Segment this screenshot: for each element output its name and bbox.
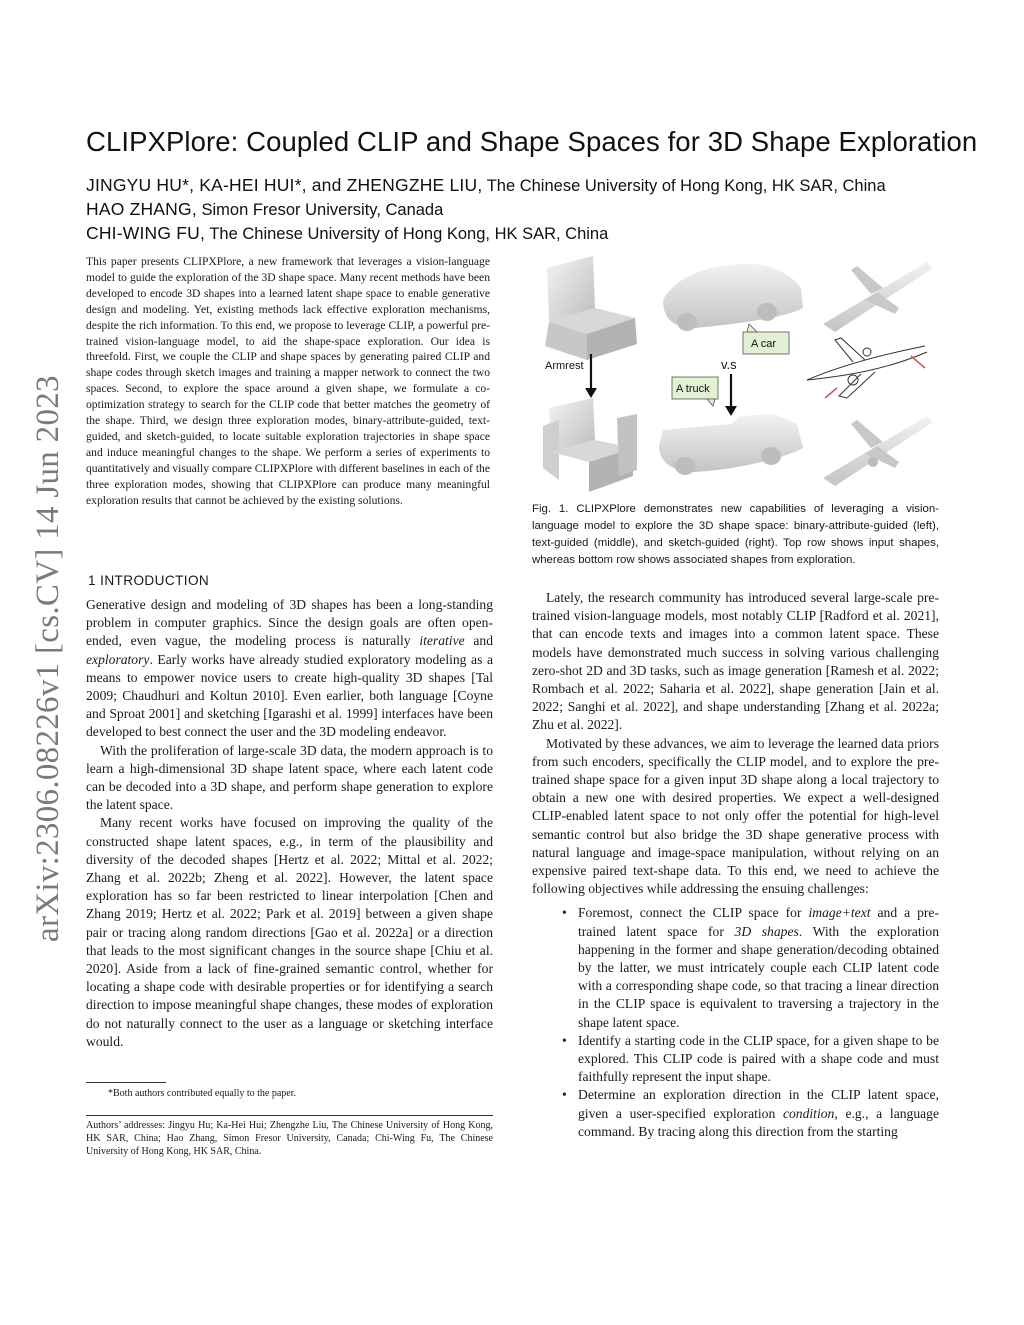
abstract: This paper presents CLIPXPlore, a new framework that leverages a vision-language model to guide the exploration of the 3D shape space. Many recent methods have been developed to encode 3D shapes into a learned latent shape space to enable generative design and modeling. Yet, existing methods lack effective exploration mechanisms, despite the rich information. To this end, we propose to leverage CLIP, a powerful pre-trained vision-language model, to aid the shape-space exploration. Our idea is threefold. First, we couple the CLIP and shape spaces by generating paired CLIP and shape codes through sketch images and training a mapper network to connect the two spaces. Second, to explore the space around a given shape, we formulate a co-optimization strategy to search for the CLIP code that better matches the geometry of the shape. Third, we design three exploration modes, binary-attribute-guided, text-guided, and sketch-guided, to locate suitable exploration trajectories in shape space and induce meaningful changes to the shape. We perform a series of experiments to quantitatively and visually compare CLIPXPlore with different baselines in each of the three exploration modes, showing that CLIPXPlore can produce many meaningful exploration results that cannot be achieved by the existing solutions. xyxy=(86,255,490,507)
author-names-1: JINGYU HU*, KA-HEI HUI*, and ZHENGZHE LIU, xyxy=(86,175,483,195)
figure-1-illustration xyxy=(535,248,940,498)
left-column-text xyxy=(86,596,493,1051)
intro-paragraph-5: Motivated by these advances, we aim to leverage the learned data priors from such encoders, specifically the CLIP model, and to explore the pre-trained shape space for a given input 3D shape along a local trajectory to obtain a new one with desired properties. We expect a well-designed CLIP-enabled latent space to not only offer the potential for high-level semantic control but also bridge the 3D shape generative process with natural language and image-space manipulation, without relying on an expensive paired text-shape data. To this end, we need to achieve the following objectives while addressing the ensuing challenges: xyxy=(532,735,939,897)
figure-1-caption: Fig. 1. CLIPXPlore demonstrates new capabilities of leveraging a vision-language model to explore the 3D shape space: binary-attribute-guided (left), text-guided (middle), and sketch-guided (right). Top row shows input shapes, whereas bottom row shows associated shapes from exploration. xyxy=(532,503,939,566)
airplane-explored-shape xyxy=(823,416,933,486)
author-names-2: HAO ZHANG, xyxy=(86,199,197,219)
airplane-input-shape xyxy=(823,262,933,332)
right-column-text xyxy=(532,589,939,1141)
sofa-armrest-shape xyxy=(543,398,637,492)
truck-explored-shape xyxy=(659,414,803,475)
author-affiliation-3: The Chinese University of Hong Kong, HK SAR, China xyxy=(209,225,609,243)
author-addresses: Authors’ addresses: Jingyu Hu; Ka-Hei Hui; Zhengzhe Liu, The Chinese University of Hong Kong, HK SAR, China; Hao Zhang, Simon Fresor University, Canada; Chi-Wing Fu, The Chinese University of Hong Kong, HK SAR, China. xyxy=(86,1120,493,1158)
footnote-equal-contribution: *Both authors contributed equally to the paper. xyxy=(108,1088,297,1099)
airplane-sketch xyxy=(807,338,927,398)
author-affiliation-1: The Chinese University of Hong Kong, HK SAR, China xyxy=(486,177,886,195)
car-text-callout xyxy=(743,324,789,354)
car-input-shape xyxy=(663,264,803,331)
author-line-1 xyxy=(86,175,886,196)
intro-paragraph-4: Lately, the research community has introduced several large-scale pre-trained vision-language models, most notably CLIP [Radford et al. 2021], that can encode texts and images into a common latent space. These models have demonstrated much success in solving various challenging zero-shot 2D and 3D tasks, such as image generation [Ramesh et al. 2022; Rombach et al. 2022; Saharia et al. 2022], shape generation [Jain et al. 2022; Sanghi et al. 2022], and shape understanding [Zhang et al. 2022a; Zhu et al. 2022]. xyxy=(532,590,939,733)
car-callout-text: A car xyxy=(751,338,777,350)
paper-title: CLIPXPlore: Coupled CLIP and Shape Spaces for 3D Shape Exploration xyxy=(86,126,978,157)
intro-paragraph-3: Many recent works have focused on improving the quality of the constructed shape latent spaces, e.g., in term of the plausibility and diversity of the decoded shapes [Hertz et al. 2022; Mittal et al. 2022; Zhang et al. 2022b; Zheng et al. 2022]. However, the latent space exploration has so far been restricted to linear interpolation [Chen and Zhang 2019; Hertz et al. 2022; Park et al. 2019] between a given shape pair or tracing along random directions [Gao et al. 2022a] or a direction that leads to the most significant changes in the source shape [Chiu et al. 2020]. Aside from a lack of fine-grained semantic control, whether for locating a shape code with desirable properties or for identifying a search direction to impose meaningful shape changes, these modes of exploration do not naturally connect to the user as a language or sketching interface would. xyxy=(86,815,493,1049)
section-heading-introduction: 1 INTRODUCTION xyxy=(88,573,210,588)
objective-item-3: • Determine an exploration direction in the CLIP latent space, given a user-specified exploration condition, e.g., a language command. By tracing along this direction from the starting xyxy=(562,1087,939,1139)
arxiv-identifier: arXiv:2306.08226v1 [cs.CV] 14 Jun 2023 xyxy=(30,375,66,942)
objective-item-2: • Identify a starting code in the CLIP space, for a given shape to be explored. This CLIP code is paired with a shape code and must faithfully represent the input shape. xyxy=(562,1032,939,1085)
armrest-label: Armrest xyxy=(545,360,584,372)
objective-item-1: • Foremost, connect the CLIP space for image+text and a pre-trained latent space for 3D shapes. With the exploration happening in the former and shape generation/decoding obtained by the latter, we must intricately couple each CLIP latent code with a corresponding shape code, so that tracing a linear direction in the CLIP space is equivalent to traversing a trajectory in the shape latent space. xyxy=(562,905,939,1030)
author-line-3 xyxy=(86,223,608,244)
sofa-input-shape xyxy=(545,256,637,360)
truck-callout-text: A truck xyxy=(676,383,710,395)
vs-label: v.s xyxy=(721,357,737,372)
author-names-3: CHI-WING FU, xyxy=(86,223,206,243)
intro-paragraph-1: Generative design and modeling of 3D shapes has been a long-standing problem in computer graphics. Since the design goals are often open-ended, even vague, the modeling process is naturally iterative and exploratory. Early works have already studied exploratory modeling as a means to empower novice users to create high-quality 3D shapes [Tal 2009; Chaudhuri and Koltun 2010]. Even earlier, both language [Coyne and Sproat 2001] and sketching [Igarashi et al. 1999] interfaces have been developed to best connect the user and the 3D modeling endeavor. xyxy=(86,597,493,740)
intro-paragraph-2: With the proliferation of large-scale 3D data, the modern approach is to learn a high-dimensional 3D shape latent space, where each latent code can be decoded into a 3D shape, and perform shape generation to explore the latent space. xyxy=(86,742,493,813)
sketch-arrow-left xyxy=(825,388,837,398)
author-line-2 xyxy=(86,199,443,220)
footnote-rule xyxy=(86,1082,166,1083)
addresses-rule xyxy=(86,1115,493,1116)
objectives-list xyxy=(532,904,939,1141)
figure-1 xyxy=(535,248,940,498)
sketch-arrow-right xyxy=(911,356,925,368)
author-affiliation-2: Simon Fresor University, Canada xyxy=(201,201,444,219)
truck-text-callout xyxy=(672,377,718,406)
